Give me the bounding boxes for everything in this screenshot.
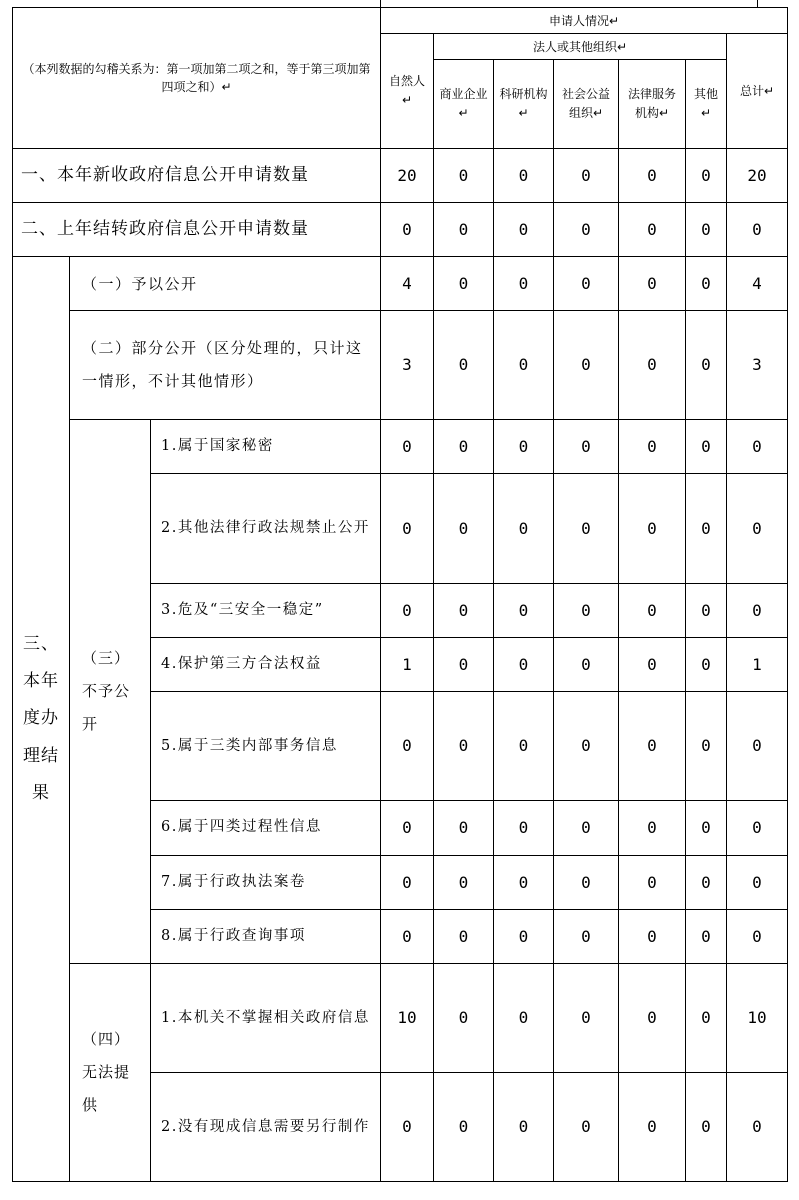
cell: 0 <box>619 856 686 910</box>
cell: 0 <box>434 584 494 638</box>
cell: 0 <box>434 149 494 203</box>
row-label: 1.本机关不掌握相关政府信息 <box>151 964 381 1073</box>
cell: 0 <box>686 149 727 203</box>
cell: 0 <box>619 910 686 964</box>
cell: 0 <box>686 638 727 692</box>
cell: 0 <box>494 149 554 203</box>
cell: 0 <box>554 692 619 801</box>
cell: 10 <box>381 964 434 1073</box>
cell: 3 <box>381 311 434 420</box>
cell: 0 <box>434 311 494 420</box>
cell: 0 <box>434 856 494 910</box>
cell: 0 <box>381 801 434 856</box>
header-legal: 法律服务机构↵ <box>619 60 686 149</box>
table-row <box>13 964 788 1073</box>
row-label: 3.危及“三安全一稳定” <box>151 584 381 638</box>
cell: 0 <box>686 311 727 420</box>
cell: 0 <box>619 584 686 638</box>
row-label: 5.属于三类内部事务信息 <box>151 692 381 801</box>
cell: 0 <box>494 584 554 638</box>
cell: 0 <box>619 1073 686 1182</box>
cell: 0 <box>727 420 788 474</box>
row-label-new-requests: 一、本年新收政府信息公开申请数量 <box>13 149 381 203</box>
cell: 0 <box>686 584 727 638</box>
cell: 0 <box>494 638 554 692</box>
row-label: 7.属于行政执法案卷 <box>151 856 381 910</box>
header-total: 总计↵ <box>727 34 788 149</box>
cell: 0 <box>554 1073 619 1182</box>
cell: 0 <box>554 420 619 474</box>
row-label: 2.其他法律行政法规禁止公开 <box>151 474 381 584</box>
row-label: 1.属于国家秘密 <box>151 420 381 474</box>
cell: 0 <box>686 257 727 311</box>
unable-label <box>70 964 151 1182</box>
cell: 0 <box>494 420 554 474</box>
cell: 0 <box>619 964 686 1073</box>
cell: 0 <box>554 474 619 584</box>
cell: 1 <box>381 638 434 692</box>
table-row-carryover <box>13 203 788 257</box>
row-label: 2.没有现成信息需要另行制作 <box>151 1073 381 1182</box>
cell: 0 <box>727 1073 788 1182</box>
cell: 0 <box>494 801 554 856</box>
cell: 3 <box>727 311 788 420</box>
header-applicant-info: 申请人情况↵ <box>381 8 788 34</box>
header-natural-person: 自然人↵ <box>381 34 434 149</box>
cell: 0 <box>381 203 434 257</box>
row-label: 6.属于四类过程性信息 <box>151 801 381 856</box>
cell: 0 <box>434 420 494 474</box>
cell: 10 <box>727 964 788 1073</box>
cell: 0 <box>434 964 494 1073</box>
cell: 0 <box>686 1073 727 1182</box>
cell: 0 <box>381 474 434 584</box>
cell: 0 <box>554 257 619 311</box>
header-note <box>13 8 381 149</box>
cell: 0 <box>619 692 686 801</box>
row-label: 4.保护第三方合法权益 <box>151 638 381 692</box>
cell: 1 <box>727 638 788 692</box>
cell: 0 <box>381 584 434 638</box>
cell: 0 <box>494 257 554 311</box>
cell: 0 <box>686 856 727 910</box>
cell: 0 <box>494 203 554 257</box>
cell: 4 <box>381 257 434 311</box>
cell: 0 <box>619 420 686 474</box>
cell: 4 <box>727 257 788 311</box>
cell: 0 <box>494 474 554 584</box>
statistics-table <box>12 7 788 1182</box>
cell: 0 <box>494 910 554 964</box>
cell: 0 <box>434 203 494 257</box>
cell: 0 <box>619 474 686 584</box>
cell: 0 <box>727 801 788 856</box>
section3-label <box>13 257 70 1182</box>
cell: 0 <box>619 149 686 203</box>
cell: 0 <box>554 964 619 1073</box>
cell: 0 <box>494 964 554 1073</box>
cell: 0 <box>686 474 727 584</box>
cell: 0 <box>494 311 554 420</box>
header-org-group: 法人或其他组织↵ <box>434 34 727 60</box>
cell: 0 <box>494 1073 554 1182</box>
cell: 0 <box>554 856 619 910</box>
cell: 0 <box>434 257 494 311</box>
cell: 0 <box>554 311 619 420</box>
cell: 0 <box>381 910 434 964</box>
row-label-partial: （二）部分公开（区分处理的，只计这一情形，不计其他情形） <box>70 311 381 420</box>
header-other: 其他↵ <box>686 60 727 149</box>
not-disclosed-label-text: （三）不予公开 <box>82 649 131 733</box>
cell: 0 <box>554 149 619 203</box>
cell: 0 <box>686 420 727 474</box>
cell: 0 <box>554 203 619 257</box>
row-label-disclosed: （一）予以公开 <box>70 257 381 311</box>
cell: 0 <box>686 801 727 856</box>
cell: 0 <box>381 692 434 801</box>
header-social: 社会公益组织↵ <box>554 60 619 149</box>
header-note-text: （本列数据的勾稽关系为：第一项加第二项之和，等于第三项加第四项之和）↵ <box>22 62 371 94</box>
cell: 0 <box>619 203 686 257</box>
cell: 0 <box>619 311 686 420</box>
cell: 20 <box>727 149 788 203</box>
cell: 0 <box>686 964 727 1073</box>
cell: 0 <box>727 474 788 584</box>
cell: 0 <box>554 910 619 964</box>
cell: 0 <box>381 856 434 910</box>
cell: 0 <box>494 692 554 801</box>
table-row-partial <box>13 311 788 420</box>
cell: 0 <box>554 801 619 856</box>
cell: 0 <box>727 584 788 638</box>
cell: 20 <box>381 149 434 203</box>
unable-label-text: （四）无法提供 <box>82 1030 131 1114</box>
cell: 0 <box>434 474 494 584</box>
cell: 0 <box>381 420 434 474</box>
table-row-new-requests <box>13 149 788 203</box>
cell: 0 <box>381 1073 434 1182</box>
cell: 0 <box>686 203 727 257</box>
cell: 0 <box>727 856 788 910</box>
header-commercial: 商业企业↵ <box>434 60 494 149</box>
row-label: 8.属于行政查询事项 <box>151 910 381 964</box>
cell: 0 <box>727 910 788 964</box>
cell: 0 <box>494 856 554 910</box>
row-label-carryover: 二、上年结转政府信息公开申请数量 <box>13 203 381 257</box>
cell: 0 <box>686 692 727 801</box>
table-row-disclosed <box>13 257 788 311</box>
table-row <box>13 420 788 474</box>
cell: 0 <box>434 1073 494 1182</box>
cell: 0 <box>619 801 686 856</box>
cell: 0 <box>554 584 619 638</box>
cell: 0 <box>619 257 686 311</box>
cell: 0 <box>434 638 494 692</box>
cell: 0 <box>619 638 686 692</box>
cell: 0 <box>727 692 788 801</box>
not-disclosed-label <box>70 420 151 964</box>
cell: 0 <box>434 801 494 856</box>
cell: 0 <box>554 638 619 692</box>
header-research: 科研机构↵ <box>494 60 554 149</box>
cell: 0 <box>434 692 494 801</box>
cell: 0 <box>727 203 788 257</box>
section3-label-text: 三、本年度办理结果 <box>23 633 59 804</box>
cell: 0 <box>686 910 727 964</box>
cell: 0 <box>434 910 494 964</box>
